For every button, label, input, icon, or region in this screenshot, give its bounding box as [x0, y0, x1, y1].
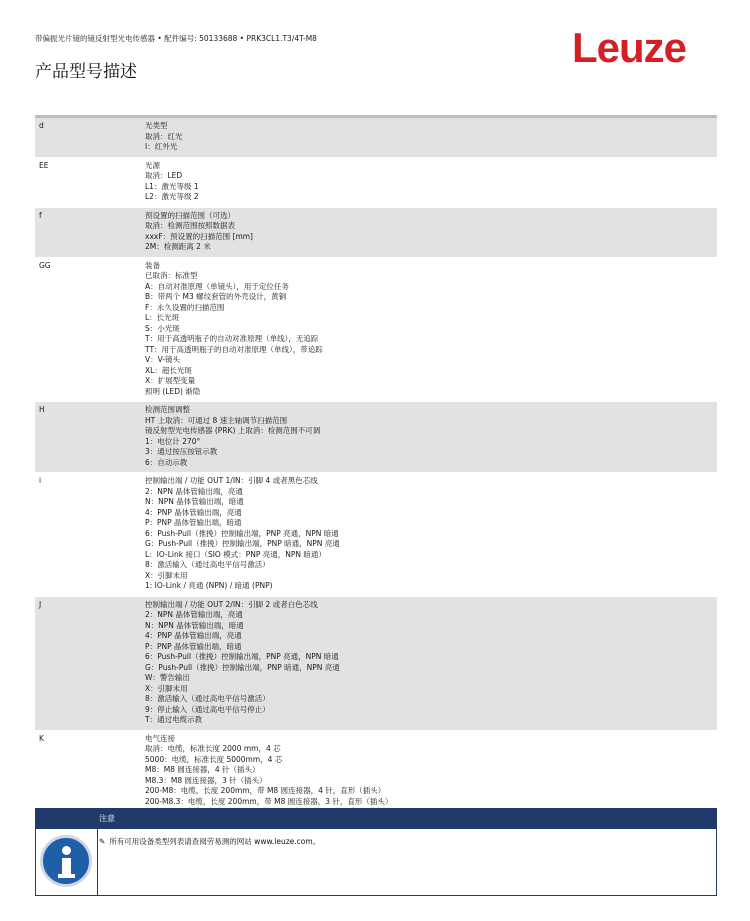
- description-line: 预设置的扫描范围（可选）: [145, 210, 235, 220]
- description-line: HT 上取消：可通过 8 速主轴调节扫描范围: [145, 415, 288, 425]
- description-line: P：PNP 晶体管输出端，暗通: [145, 641, 242, 651]
- row-description: [145, 473, 717, 596]
- note-heading: 注意: [36, 809, 716, 829]
- table-row: [35, 258, 717, 403]
- description-line: W：警告输出: [145, 673, 190, 682]
- description-line: 检测范围调整: [145, 405, 190, 414]
- description-line: X：引脚未用: [145, 683, 188, 693]
- description-line: X：引脚未用: [145, 570, 188, 580]
- row-description: [145, 208, 717, 257]
- description-line: 1: IO-Link / 亮通 (NPN) / 暗通 (PNP): [145, 581, 273, 590]
- description-line: A：自动对准原理（单镜头），用于定位任务: [145, 281, 289, 291]
- row-code: H: [39, 405, 45, 414]
- table-row: [35, 118, 717, 158]
- description-line: L：长光斑: [145, 313, 180, 322]
- description-line: 电气连接: [145, 733, 175, 743]
- description-line: 取消：电缆，标准长度 2000 mm，4 芯: [145, 744, 281, 753]
- row-code: K: [39, 733, 44, 743]
- row-description: [145, 118, 717, 157]
- row-code: f: [39, 210, 42, 220]
- description-line: 6：Push-Pull（推挽）控制输出端，PNP 亮通，NPN 暗通: [145, 528, 339, 538]
- description-line: 3：通过按压按钮示教: [145, 447, 218, 456]
- description-line: 6：自动示教: [145, 457, 188, 467]
- row-code: i: [39, 476, 42, 485]
- description-line: T：通过电缆示教: [145, 715, 203, 724]
- description-line: 9：停止输入（通过高电平信号停止）: [145, 704, 270, 714]
- row-code: d: [39, 121, 44, 130]
- document-subtitle: 带偏振光片镜的镜反射型光电传感器 • 配件编号: 50133688 • PRK3CL1.T3/4T-M8: [35, 34, 317, 43]
- description-line: 取消：LED: [145, 171, 183, 180]
- description-line: B：带两个 M3 螺纹套管的外壳设计，黄铜: [145, 292, 287, 301]
- description-line: 200-M8：电缆，长度 200mm，带 M8 圆连接器，4 针，直形（插头）: [145, 786, 386, 795]
- note-divider: [97, 829, 98, 895]
- description-line: N：NPN 晶体管输出端，暗通: [145, 620, 244, 630]
- description-line: XL：超长光斑: [145, 365, 192, 375]
- description-line: G：Push-Pull（推挽）控制输出端，PNP 暗通，NPN 亮通: [145, 662, 340, 672]
- description-line: P：PNP 晶体管输出端，暗通: [145, 518, 242, 527]
- row-description: [145, 597, 717, 730]
- note-text: 所有可用设备类型列表请查阅劳易测的网站 www.leuze.com。: [109, 837, 321, 846]
- row-description: [145, 158, 717, 207]
- description-line: M8：M8 圆连接器，4 针（插头）: [145, 765, 260, 774]
- description-line: 4：PNP 晶体管输出端，亮通: [145, 631, 242, 640]
- description-line: 取消：红光: [145, 131, 183, 141]
- description-line: 4：PNP 晶体管输出端，亮通: [145, 507, 242, 517]
- info-icon: [40, 835, 92, 887]
- description-line: 照明 (LED) 渐隐: [145, 386, 201, 396]
- row-description: [145, 258, 717, 402]
- description-line: 200-M8.3：电缆，长度 200mm，带 M8 圆连接器，3 针，直形（插头）: [145, 796, 393, 806]
- table-row: [35, 158, 717, 208]
- description-line: 光类型: [145, 121, 168, 130]
- description-line: G：Push-Pull（推挽）控制输出端，PNP 暗通，NPN 亮通: [145, 539, 340, 548]
- note-box: [35, 808, 717, 896]
- description-line: 控制输出端 / 功能 OUT 1/IN：引脚 4 或者黑色芯线: [145, 476, 318, 485]
- description-line: X：扩展型变量: [145, 376, 196, 385]
- table-row: [35, 597, 717, 731]
- description-line: L2：激光等级 2: [145, 192, 199, 201]
- pencil-icon: ✎: [99, 837, 106, 846]
- description-line: 镜反射型光电传感器 (PRK) 上取消：检测范围不可调: [145, 426, 321, 435]
- description-line: L1：激光等级 1: [145, 181, 199, 191]
- table-row: [35, 473, 717, 597]
- table-row: [35, 208, 717, 258]
- description-line: F：永久设置的扫描范围: [145, 302, 225, 312]
- row-code: EE: [39, 160, 49, 170]
- description-line: xxxF：预设置的扫描范围 [mm]: [145, 231, 253, 241]
- description-line: 装备: [145, 260, 160, 270]
- description-line: 2：NPN 晶体管输出端，亮通: [145, 486, 243, 496]
- description-line: T：用于高透明瓶子的自动对准原理（单线），无追踪: [145, 334, 319, 343]
- description-line: 光源: [145, 160, 160, 170]
- description-line: V：V-镜头: [145, 355, 181, 364]
- table-row: [35, 402, 717, 473]
- description-line: 8：激活输入（通过高电平信号激活）: [145, 694, 270, 703]
- type-code-table: [35, 118, 717, 823]
- row-code: J: [39, 599, 42, 609]
- description-line: 已取消：标准型: [145, 271, 198, 280]
- description-line: N：NPN 晶体管输出端，暗通: [145, 497, 244, 506]
- description-line: 5000：电缆，标准长度 5000mm，4 芯: [145, 754, 283, 764]
- description-line: M8.3：M8 圆连接器，3 针（插头）: [145, 775, 267, 785]
- description-line: 2M：检测距离 2 米: [145, 242, 211, 251]
- description-line: 2：NPN 晶体管输出端，亮通: [145, 610, 243, 619]
- description-line: I：红外光: [145, 142, 178, 151]
- description-line: TT：用于高透明瓶子的自动对准原理（单线），带追踪: [145, 344, 323, 354]
- leuze-logo: Leuze: [572, 24, 687, 71]
- row-description: [145, 402, 717, 472]
- description-line: S：小光斑: [145, 323, 180, 333]
- description-line: 6：Push-Pull（推挽）控制输出端，PNP 亮通，NPN 暗通: [145, 652, 339, 661]
- description-line: 8：激活输入（通过高电平信号激活）: [145, 560, 270, 569]
- row-code: GG: [39, 260, 51, 270]
- description-line: 控制输出端 / 功能 OUT 2/IN：引脚 2 或者白色芯线: [145, 599, 318, 609]
- page-title: 产品型号描述: [35, 62, 137, 82]
- description-line: 取消：检测范围按照数据表: [145, 221, 235, 230]
- note-text-line: [99, 836, 320, 847]
- description-line: 1：电位计 270°: [145, 436, 201, 446]
- description-line: L：IO-Link 接口（SIO 模式：PNP 亮通，NPN 暗通）: [145, 549, 326, 559]
